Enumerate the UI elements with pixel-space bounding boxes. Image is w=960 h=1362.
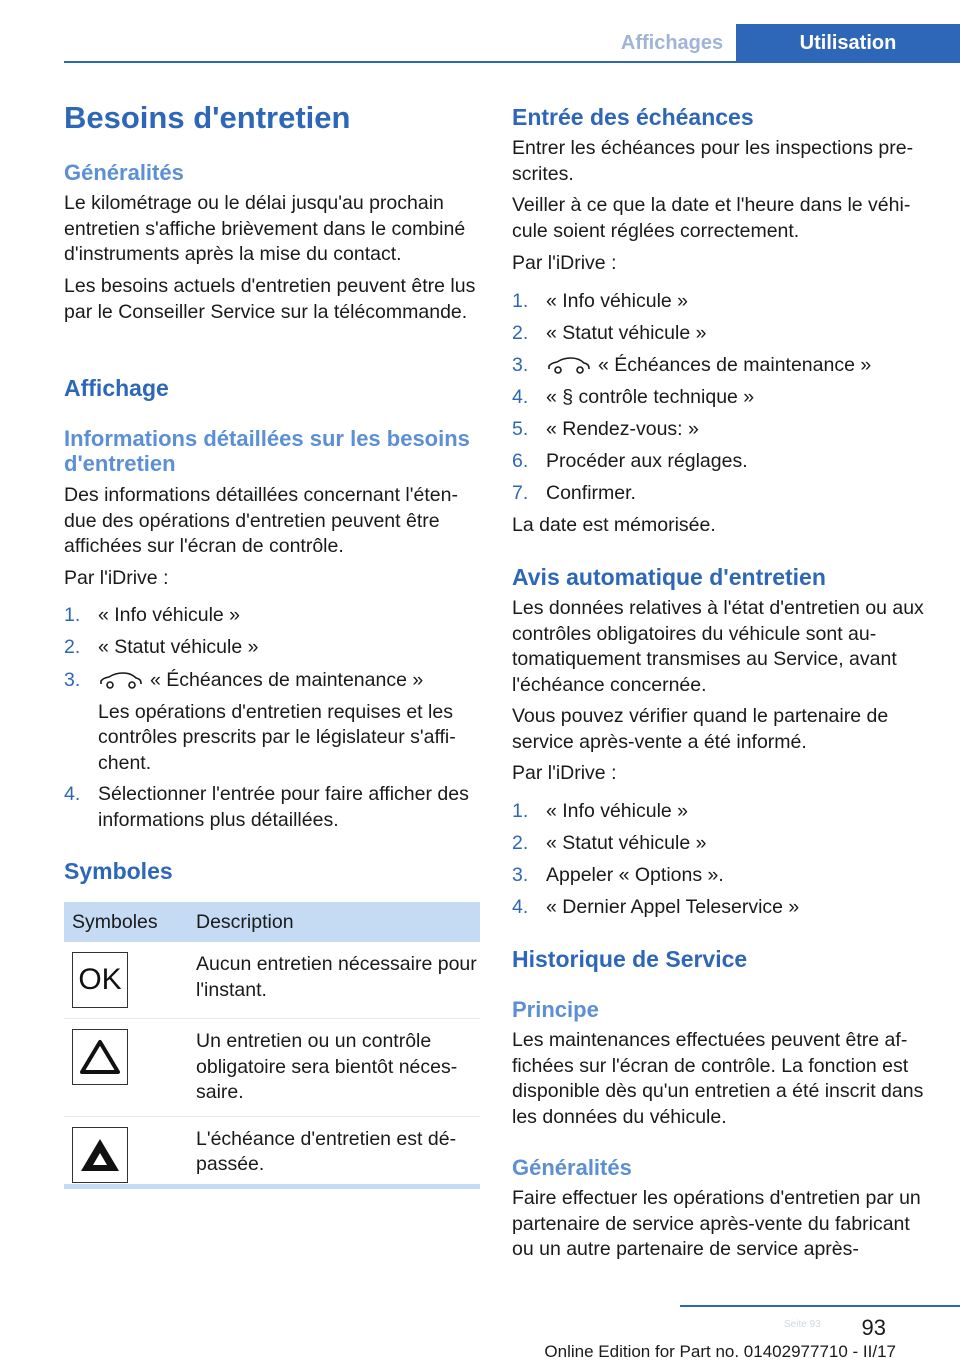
- table-cell-symbol: [64, 1116, 188, 1193]
- tab-affichages[interactable]: Affichages: [620, 31, 724, 54]
- car-icon: [546, 357, 592, 375]
- list-number: 3.: [64, 669, 81, 691]
- footer-rule: [680, 1305, 960, 1307]
- tab-utilisation[interactable]: Utilisation: [736, 24, 960, 62]
- table-cell-description: L'échéance d'entretien est dépassée.: [196, 1127, 457, 1175]
- list-item: [512, 863, 932, 889]
- section-heading-affichage: Affichage: [64, 375, 169, 401]
- list-number: 4.: [512, 386, 529, 408]
- list-text: « § contrôle technique »: [546, 386, 755, 408]
- paragraph: Le kilométrage ou le délai jusqu'au prochain entretien s'affiche brièvement dans le combiné d'instruments après la mise du contact.: [64, 192, 466, 265]
- list-text-wrap: [546, 353, 946, 379]
- page-title: Besoins d'entretien: [64, 100, 351, 135]
- table-cell-description: Un entretien ou un contrôle obligatoire sera bientôt nécessaire.: [188, 1019, 480, 1117]
- list-item: [512, 831, 932, 857]
- paragraph: Vous pouvez vérifier quand le partenaire de service après-vente a été informé.: [512, 705, 889, 753]
- paragraph: Par l'iDrive :: [512, 252, 617, 274]
- ok-icon: OK: [72, 952, 128, 1008]
- subheading-generalites: Généralités: [512, 1155, 632, 1180]
- list-number: 2.: [512, 322, 529, 344]
- list-item: [512, 449, 932, 475]
- list-text: Confirmer.: [546, 482, 636, 504]
- table-header-row: [64, 902, 480, 942]
- list-text: Sélectionner l'entrée pour faire afficher des informations plus détaillées.: [98, 783, 469, 831]
- table-cell-symbol: [64, 942, 188, 1019]
- table-row: [64, 1116, 480, 1193]
- list-number: 2.: [512, 832, 529, 854]
- paragraph: Les maintenances effectuées peuvent être affichées sur l'écran de contrôle. La fonction est disponible dès qu'un entretien a été inscrit dans les données du véhicule.: [512, 1029, 924, 1128]
- car-icon: [98, 672, 144, 690]
- table-row: [64, 942, 480, 1019]
- list-item: [512, 799, 932, 825]
- symbols-table: [64, 902, 480, 1193]
- list-text: « Rendez-vous: »: [546, 418, 699, 440]
- paragraph: Par l'iDrive :: [64, 567, 169, 589]
- list-item: [64, 668, 484, 778]
- list-number: 5.: [512, 418, 529, 440]
- paragraph: Les données relatives à l'état d'entretien ou aux contrôles obligatoires du véhicule sont automatiquement transmises au Service, avant l'échéance concernée.: [512, 597, 924, 696]
- section-heading-entree: Entrée des échéances: [512, 104, 754, 130]
- warning-triangle-filled-icon: [72, 1127, 128, 1183]
- table-header-cell: Symboles: [64, 902, 188, 942]
- section-heading-generalites: Généralités: [64, 160, 184, 185]
- list-number: 1.: [512, 290, 529, 312]
- list-text: « Statut véhicule »: [546, 322, 707, 344]
- list-number: 2.: [64, 636, 81, 658]
- table-row: [64, 1019, 480, 1117]
- paragraph: Des informations détaillées concernant l'étendue des opérations d'entretien peuvent être affichées sur l'écran de contrôle.: [64, 484, 458, 557]
- watermark-text: Seite 93: [784, 1319, 821, 1330]
- list-number: 1.: [64, 604, 81, 626]
- list-subtext: Les opérations d'entretien requises et les contrôles prescrits par le législateur s'affichent.: [98, 700, 456, 774]
- list-text: « Échéances de maintenance »: [598, 354, 872, 376]
- list-item: [64, 635, 484, 661]
- section-heading-symboles: Symboles: [64, 858, 173, 884]
- list-item: [512, 289, 932, 315]
- paragraph: Par l'iDrive :: [512, 762, 617, 784]
- paragraph: Faire effectuer les opérations d'entretien par un partenaire de service après-vente du fabricant ou un autre partenaire de service après-: [512, 1187, 921, 1260]
- list-text: « Statut véhicule »: [98, 636, 259, 658]
- list-item: [512, 353, 932, 379]
- list-number: 3.: [512, 864, 529, 886]
- section-heading-historique: Historique de Service: [512, 946, 748, 972]
- list-text: « Statut véhicule »: [546, 832, 707, 854]
- list-item: [512, 895, 932, 921]
- table-cell-description: Aucun entretien nécessaire pour l'instant.: [188, 942, 480, 1019]
- paragraph: Veiller à ce que la date et l'heure dans le véhicule soient réglées correctement.: [512, 194, 911, 242]
- list-text: « Info véhicule »: [98, 604, 241, 626]
- list-text: « Échéances de maintenance »: [150, 669, 424, 691]
- subheading-informations: Informations détaillées sur les besoins d'entretien: [64, 426, 470, 476]
- table-header-cell: Description: [188, 902, 480, 942]
- paragraph: Entrer les échéances pour les inspections prescrites.: [512, 137, 914, 185]
- paragraph: La date est mémorisée.: [512, 514, 716, 536]
- list-number: 3.: [512, 354, 529, 376]
- table-cell-symbol: [64, 1019, 188, 1117]
- list-text: Appeler « Options ».: [546, 864, 724, 886]
- list-item: [512, 321, 932, 347]
- list-number: 4.: [512, 896, 529, 918]
- list-text-wrap: [98, 668, 498, 776]
- list-number: 7.: [512, 482, 529, 504]
- list-number: 1.: [512, 800, 529, 822]
- list-text: « Dernier Appel Teleservice »: [546, 896, 800, 918]
- list-number: 4.: [64, 783, 81, 805]
- list-text: « Info véhicule »: [546, 800, 689, 822]
- list-item: [512, 385, 932, 411]
- table-bottom-bar: [64, 1184, 480, 1189]
- list-text: Procéder aux réglages.: [546, 450, 748, 472]
- warning-triangle-icon: [72, 1029, 128, 1085]
- page-number: 93: [861, 1315, 886, 1340]
- subheading-principe: Principe: [512, 997, 599, 1022]
- section-heading-avis: Avis automatique d'entretien: [512, 564, 826, 590]
- list-item: [64, 603, 484, 629]
- list-item: [512, 417, 932, 443]
- header-tabs: [608, 24, 960, 62]
- list-text: « Info véhicule »: [546, 290, 689, 312]
- list-item: [512, 481, 932, 507]
- list-item: [64, 782, 484, 834]
- header-rule: [64, 61, 960, 63]
- list-number: 6.: [512, 450, 529, 472]
- paragraph: Les besoins actuels d'entretien peuvent être lus par le Conseiller Service sur la télécommande.: [64, 275, 476, 323]
- edition-footer: Online Edition for Part no. 01402977710 - II/17: [544, 1342, 896, 1361]
